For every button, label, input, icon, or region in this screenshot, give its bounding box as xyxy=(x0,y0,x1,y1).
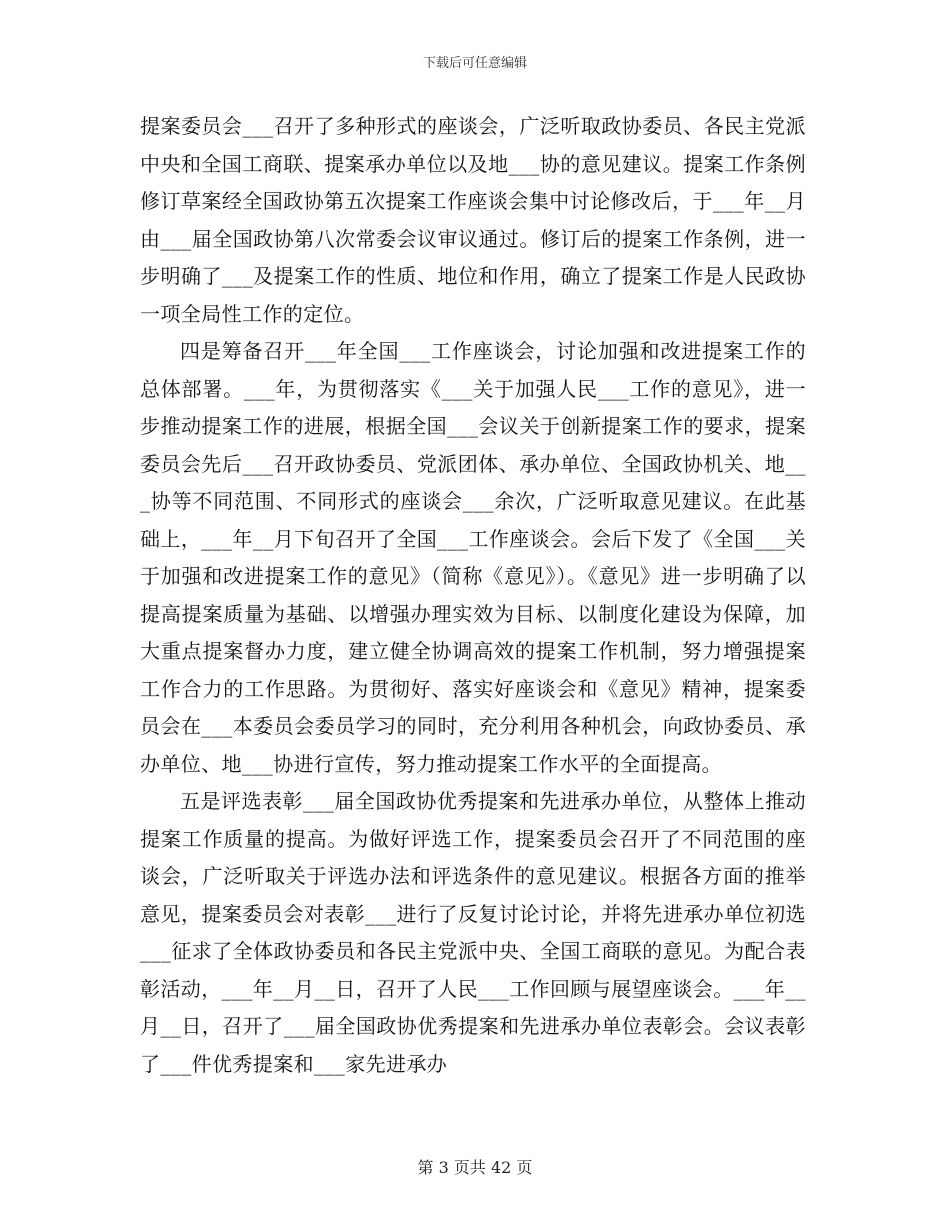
paragraph-item-four: 四是筹备召开___年全国___工作座谈会，讨论加强和改进提案工作的总体部署。___年，为贯彻落实《___关于加强人民___工作的意见》，进一步推动提案工作的进展，根据全国___会议关于创新提案工作的要求，提案委员会先后___召开政协委员、党派团体、承办单位、全国政协机关、地___协等不同范围、不同形式的座谈会___余次，广泛听取意见建议。在此基础上，___年__月下旬召开了全国___工作座谈会。会后下发了《全国___关于加强和改进提案工作的意见》（简称《意见》）。《意见》进一步明确了以提高提案质量为基础、以增强办理实效为目标、以制度化建设为保障，加大重点提案督办力度，建立健全协调高效的提案工作机制，努力增强提案工作合力的工作思路。为贯彻好、落实好座谈会和《意见》精神，提案委员会在___本委员会委员学习的同时，充分利用各种机会，向政协委员、承办单位、地___协进行宣传，努力推动提案工作水平的全面提高。 xyxy=(140,339,806,776)
page-number: 第 3 页共 42 页 xyxy=(417,1158,533,1177)
paragraph-item-five: 五是评选表彰___届全国政协优秀提案和先进承办单位，从整体上推动提案工作质量的提高。为做好评选工作，提案委员会召开了不同范围的座谈会，广泛听取关于评选办法和评选条件的意见建议。根据各方面的推举意见，提案委员会对表彰___进行了反复讨论讨论，并将先进承办单位初选___征求了全体政协委员和各民主党派中央、全国工商联的意见。为配合表彰活动，___年__月__日，召开了人民___工作回顾与展望座谈会。___年__月__日，召开了___届全国政协优秀提案和先进承办单位表彰会。会议表彰了___件优秀提案和___家先进承办 xyxy=(140,789,806,1076)
page-header: 下载后可任意编辑 xyxy=(422,56,527,71)
paragraph-continuation: 提案委员会___召开了多种形式的座谈会，广泛听取政协委员、各民主党派中央和全国工商联、提案承办单位以及地___协的意见建议。提案工作条例修订草案经全国政协第五次提案工作座谈会集中讨论修改后，于___年__月由___届全国政协第八次常委会议审议通过。修订后的提案工作条例，进一步明确了___及提案工作的性质、地位和作用，确立了提案工作是人民政协一项全局性工作的定位。 xyxy=(140,114,806,326)
document-body xyxy=(140,108,806,1083)
